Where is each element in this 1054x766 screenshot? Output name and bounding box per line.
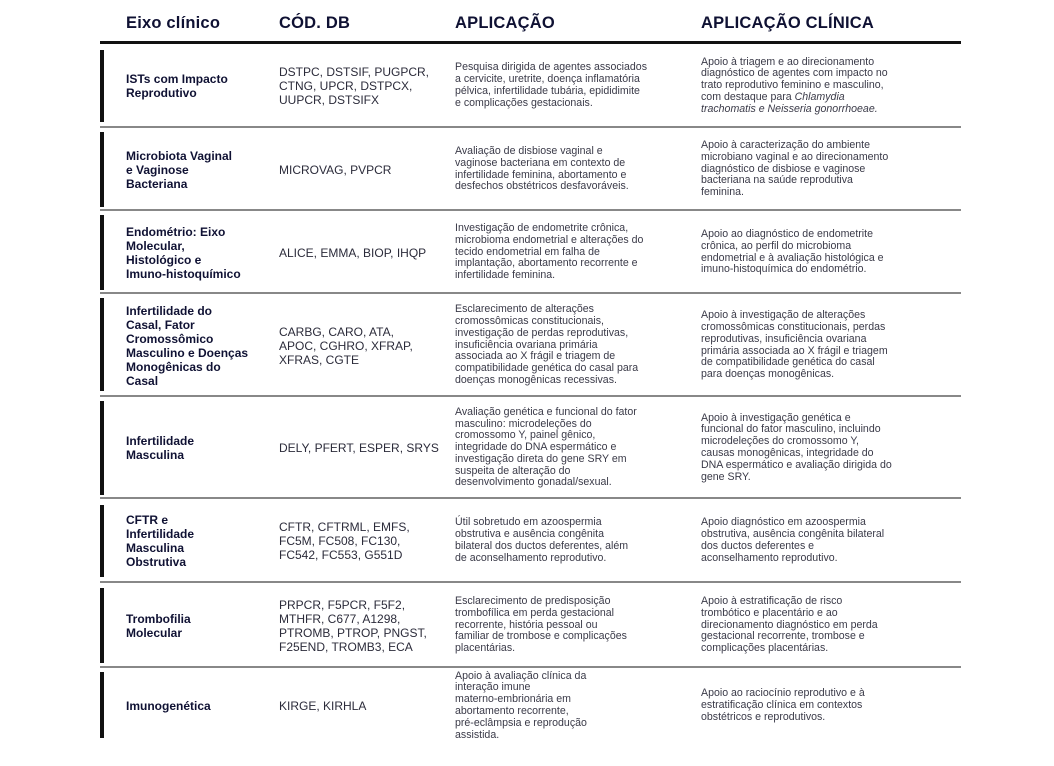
row-aplicacao-clinica: Apoio à investigação de alterações cromossômicas constitucionais, perdas reprodutivas, insuficiência ovariana primária associada ao X frágil e triagem de compatibilidade genética do casal para doenças monogênicas. <box>701 309 888 381</box>
table-row <box>100 294 961 397</box>
table-row <box>100 44 961 128</box>
row-cod: DELY, PFERT, ESPER, SRYS <box>279 441 439 455</box>
row-aplicacao: Avaliação de disbiose vaginal e vaginose bacteriana em contexto de infertilidade feminina, abortamento e desfechos obstétricos desfavoráveis. <box>455 144 629 193</box>
row-cod: ALICE, EMMA, BIOP, IHQP <box>279 245 427 260</box>
row-accent-bar <box>100 588 104 663</box>
row-aplicacao-clinica: Apoio à caracterização do ambiente microbiano vaginal e ao direcionamento diagnóstico de disbiose e vaginose bacteriana na saúde reprodutiva feminina. <box>701 139 889 199</box>
row-cod: DSTPC, DSTSIF, PUGPCR, CTNG, UPCR, DSTPCX, UUPCR, DSTSIFX <box>279 65 430 107</box>
row-aplicacao-clinica: Apoio diagnóstico em azoospermia obstrutiva, ausência congênita bilateral dos ductos deferentes e aconselhamento reprodutivo. <box>701 516 885 564</box>
row-accent-bar <box>100 505 104 577</box>
row-accent-bar <box>100 215 104 290</box>
row-cod: CFTR, CFTRML, EMFS, FC5M, FC508, FC130, FC542, FC553, G551D <box>279 520 410 562</box>
header-aplicacao-clinica: APLICAÇÃO CLÍNICA <box>701 14 874 32</box>
row-aplicacao-clinica <box>701 57 888 116</box>
row-eixo: Infertilidade Masculina <box>126 434 195 462</box>
row-cod: KIRGE, KIRHLA <box>279 699 367 713</box>
row-eixo: Infertilidade do Casal, Fator Cromossômico Masculino e Doenças Monogênicas do Casal <box>126 303 249 388</box>
row-accent-bar <box>100 401 104 495</box>
header-eixo: Eixo clínico <box>126 14 221 32</box>
header-cod: CÓD. DB <box>279 14 351 32</box>
row-aplicacao-clinica: Apoio à estratificação de risco trombótico e placentário e ao direcionamento diagnóstico em perda gestacional recorrente, trombose e complicações placentárias. <box>701 595 878 655</box>
table-row <box>100 211 961 294</box>
row-accent-bar <box>100 132 104 207</box>
row-clinica-text: Apoio à triagem e ao direcionamento diagnóstico de agentes com impacto no trato reprodutivo feminino e masculino, com destaque para <box>701 55 888 103</box>
table-row <box>100 499 961 583</box>
table-row <box>100 397 961 499</box>
row-aplicacao-clinica: Apoio ao raciocínio reprodutivo e à estratificação clínica em contextos obstétricos e reprodutivos. <box>701 687 865 723</box>
row-eixo: CFTR e Infertilidade Masculina Obstrutiva <box>126 513 195 569</box>
row-aplicacao: Pesquisa dirigida de agentes associados a cervicite, uretrite, doença inflamatória pélvica, infertilidade tubária, epididimite e complicações gestacionais. <box>455 61 647 109</box>
table-row <box>100 583 961 668</box>
row-accent-bar <box>100 298 104 391</box>
row-eixo: ISTs com Impacto Reprodutivo <box>126 72 228 100</box>
row-accent-bar <box>100 50 104 122</box>
row-accent-bar <box>100 672 104 738</box>
row-aplicacao: Esclarecimento de predisposição trombofílica em perda gestacional recorrente, história pessoal ou familiar de trombose e complicações placentárias. <box>455 595 627 655</box>
row-eixo: Imunogenética <box>126 699 211 713</box>
row-cod: PRPCR, F5PCR, F5F2, MTHFR, C677, A1298, PTROMB, PTROP, PNGST, F25END, TROMB3, ECA <box>279 597 427 654</box>
row-clinica-italic: Chlamydia trachomatis e Neisseria gonorrhoeae. <box>701 90 878 115</box>
table-row <box>100 128 961 211</box>
row-cod: CARBG, CARO, ATA, APOC, CGHRO, XFRAP, XFRAS, CGTE <box>279 324 413 367</box>
header-aplicacao: APLICAÇÃO <box>455 14 555 32</box>
row-eixo: Trombofilia Molecular <box>126 611 191 640</box>
row-aplicacao: Avaliação genética e funcional do fator masculino: microdeleções do cromossomo Y, painel gênico, integridade do DNA espermático e investigação direta do gene SRY em suspeita de alteração do desenvolvimento gonadal/sexual. <box>455 405 637 489</box>
row-aplicacao: Esclarecimento de alterações cromossômicas constitucionais, investigação de perdas reprodutivas, insuficiência ovariana primária associada ao X frágil e triagem de compatibilidade genética do casal para doenças monogênicas recessivas. <box>455 303 639 386</box>
row-cod: MICROVAG, PVPCR <box>279 162 392 177</box>
row-eixo: Endométrio: Eixo Molecular, Histológico e Imuno-histoquímico <box>126 224 241 281</box>
row-aplicacao: Útil sobretudo em azoospermia obstrutiva e ausência congênita bilateral dos ductos deferentes, além de aconselhamento reprodutivo. <box>455 516 629 564</box>
row-aplicacao-clinica: Apoio à investigação genética e funcional do fator masculino, incluindo microdeleções do cromossomo Y, causas monogênicas, integridade do DNA espermático e avaliação dirigida do gene SRY. <box>701 411 892 483</box>
row-aplicacao: Apoio à avaliação clínica da interação imune materno-embrionária em abortamento recorrente, pré-eclâmpsia e reprodução assistida. <box>455 669 587 741</box>
table-row <box>100 668 961 746</box>
row-aplicacao-clinica: Apoio ao diagnóstico de endometrite crônica, ao perfil do microbioma endometrial e à avaliação histológica e imuno-histoquímica do endométrio. <box>701 227 884 276</box>
row-aplicacao: Investigação de endometrite crônica, microbioma endometrial e alterações do tecido endometrial em falha de implantação, abortamento recorrente e infertilidade feminina. <box>455 222 644 282</box>
row-eixo: Microbiota Vaginal e Vaginose Bacteriana <box>126 148 233 191</box>
